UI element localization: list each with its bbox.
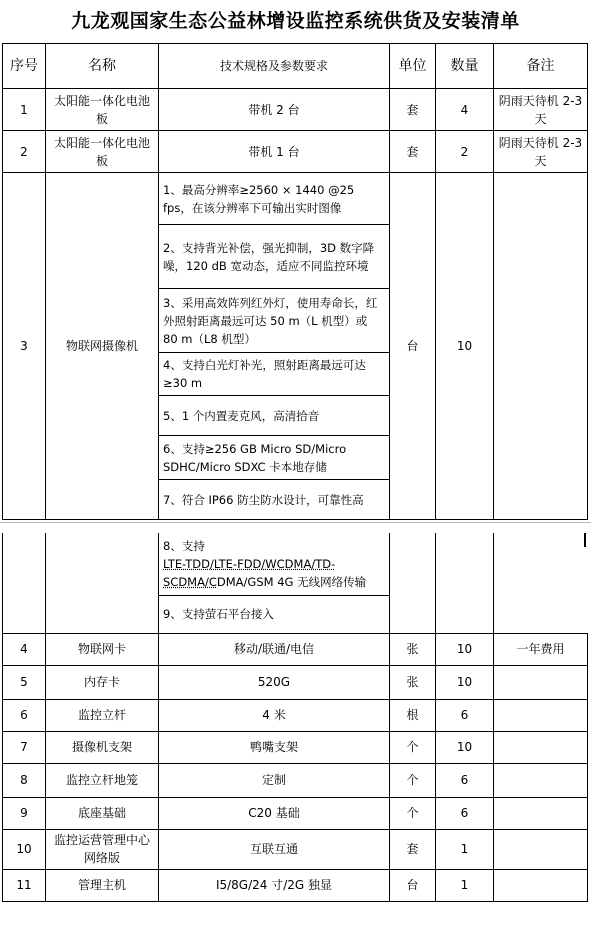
cell-unit: 套 — [390, 829, 436, 869]
header-qty: 数量 — [436, 44, 494, 89]
cell-spec: 鸭嘴支架 — [159, 731, 390, 763]
cell-unit: 个 — [390, 763, 436, 797]
cell-remark-cont — [494, 533, 588, 633]
cell-name: 监控立杆地笼 — [46, 763, 159, 797]
cell-remark — [494, 665, 588, 699]
cell-name: 底座基础 — [46, 797, 159, 829]
cell-qty: 6 — [436, 763, 494, 797]
cell-remark: 阴雨天待机 2-3 天 — [494, 89, 588, 131]
cell-name: 监控运营管理中心网络版 — [46, 829, 159, 869]
cell-spec: 定制 — [159, 763, 390, 797]
table-row — [3, 731, 588, 763]
spec8-suffix: DMA/GSM 4G 无线网络传输 — [216, 574, 367, 589]
table-row — [3, 89, 588, 131]
cell-name: 管理主机 — [46, 869, 159, 901]
cell-no: 2 — [3, 131, 46, 173]
cell-spec: 带机 1 台 — [159, 131, 390, 173]
camera-spec-8 — [159, 533, 390, 595]
cell-no: 8 — [3, 763, 46, 797]
cell-qty-cont — [436, 533, 494, 633]
cell-name: 太阳能一体化电池板 — [46, 89, 159, 131]
cell-unit: 个 — [390, 797, 436, 829]
cell-qty: 4 — [436, 89, 494, 131]
cell-remark — [494, 699, 588, 731]
supply-table-page1 — [2, 43, 588, 520]
table-row — [3, 665, 588, 699]
cell-remark — [494, 731, 588, 763]
header-spec: 技术规格及参数要求 — [159, 44, 390, 89]
cell-no: 6 — [3, 699, 46, 731]
cell-unit: 台 — [390, 869, 436, 901]
table-row-camera-cont — [3, 533, 588, 595]
cell-spec: 4 米 — [159, 699, 390, 731]
cell-remark — [494, 869, 588, 901]
camera-spec-9: 9、支持萤石平台接入 — [159, 595, 390, 633]
cell-name: 物联网摄像机 — [46, 173, 159, 520]
cell-name: 监控立杆 — [46, 699, 159, 731]
cell-remark — [494, 173, 588, 520]
camera-spec-7: 7、符合 IP66 防尘防水设计，可靠性高 — [159, 480, 390, 520]
cell-no: 10 — [3, 829, 46, 869]
cell-unit: 张 — [390, 633, 436, 665]
camera-spec-4: 4、支持白光灯补光，照射距离最远可达≥30 m — [159, 353, 390, 396]
table-row — [3, 797, 588, 829]
header-unit: 单位 — [390, 44, 436, 89]
document-title: 九龙观国家生态公益林增设监控系统供货及安装清单 — [71, 10, 520, 32]
spec8-underlined: LTE-TDD/LTE-FDD/WCDMA/TD-SCDMA/C — [163, 556, 336, 589]
table-header-row — [3, 44, 588, 89]
cell-unit: 套 — [390, 131, 436, 173]
cell-unit: 套 — [390, 89, 436, 131]
cell-remark — [494, 763, 588, 797]
supply-table-page2 — [2, 533, 588, 902]
cell-qty: 10 — [436, 731, 494, 763]
cell-no: 9 — [3, 797, 46, 829]
cell-qty: 2 — [436, 131, 494, 173]
camera-spec-3: 3、采用高效阵列红外灯，使用寿命长，红外照射距离最远可达 50 m（L 机型）或 80 m（L8 机型） — [159, 289, 390, 353]
page-break — [0, 522, 591, 531]
cell-name: 内存卡 — [46, 665, 159, 699]
header-remark: 备注 — [494, 44, 588, 89]
cell-no: 7 — [3, 731, 46, 763]
cell-qty: 10 — [436, 665, 494, 699]
table-row — [3, 131, 588, 173]
cell-spec: I5/8G/24 寸/2G 独显 — [159, 869, 390, 901]
cell-no: 1 — [3, 89, 46, 131]
table-row — [3, 763, 588, 797]
camera-spec-5: 5、1 个内置麦克风，高清拾音 — [159, 396, 390, 436]
spec8-prefix: 8、支持 — [163, 538, 205, 553]
cell-unit: 台 — [390, 173, 436, 520]
cell-unit-cont — [390, 533, 436, 633]
cell-remark: 一年费用 — [494, 633, 588, 665]
cell-spec: C20 基础 — [159, 797, 390, 829]
cell-unit: 根 — [390, 699, 436, 731]
cell-qty: 1 — [436, 829, 494, 869]
table-row — [3, 869, 588, 901]
table-row — [3, 633, 588, 665]
header-name: 名称 — [46, 44, 159, 89]
table-row — [3, 829, 588, 869]
cell-unit: 个 — [390, 731, 436, 763]
cell-qty: 10 — [436, 173, 494, 520]
cell-qty: 1 — [436, 869, 494, 901]
cell-no-cont — [3, 533, 46, 633]
cell-remark — [494, 829, 588, 869]
cell-name: 物联网卡 — [46, 633, 159, 665]
cell-spec: 移动/联通/电信 — [159, 633, 390, 665]
cell-remark — [494, 797, 588, 829]
cell-spec: 互联互通 — [159, 829, 390, 869]
table-row-camera — [3, 173, 588, 225]
cell-spec: 520G — [159, 665, 390, 699]
cell-qty: 10 — [436, 633, 494, 665]
cell-name: 太阳能一体化电池板 — [46, 131, 159, 173]
cell-no: 3 — [3, 173, 46, 520]
table-row — [3, 699, 588, 731]
cell-no: 4 — [3, 633, 46, 665]
cell-name: 摄像机支架 — [46, 731, 159, 763]
camera-spec-1: 1、最高分辨率≥2560 × 1440 @25 fps，在该分辨率下可输出实时图像 — [159, 173, 390, 225]
cell-unit: 张 — [390, 665, 436, 699]
cell-qty: 6 — [436, 797, 494, 829]
camera-spec-6: 6、支持≥256 GB Micro SD/Micro SDHC/Micro SDXC 卡本地存储 — [159, 436, 390, 480]
cell-name-cont — [46, 533, 159, 633]
cell-spec: 带机 2 台 — [159, 89, 390, 131]
cell-remark: 阴雨天待机 2-3 天 — [494, 131, 588, 173]
cell-no: 11 — [3, 869, 46, 901]
header-no: 序号 — [3, 44, 46, 89]
camera-spec-2: 2、支持背光补偿，强光抑制，3D 数字降噪，120 dB 宽动态，适应不同监控环境 — [159, 225, 390, 289]
cell-qty: 6 — [436, 699, 494, 731]
cell-no: 5 — [3, 665, 46, 699]
